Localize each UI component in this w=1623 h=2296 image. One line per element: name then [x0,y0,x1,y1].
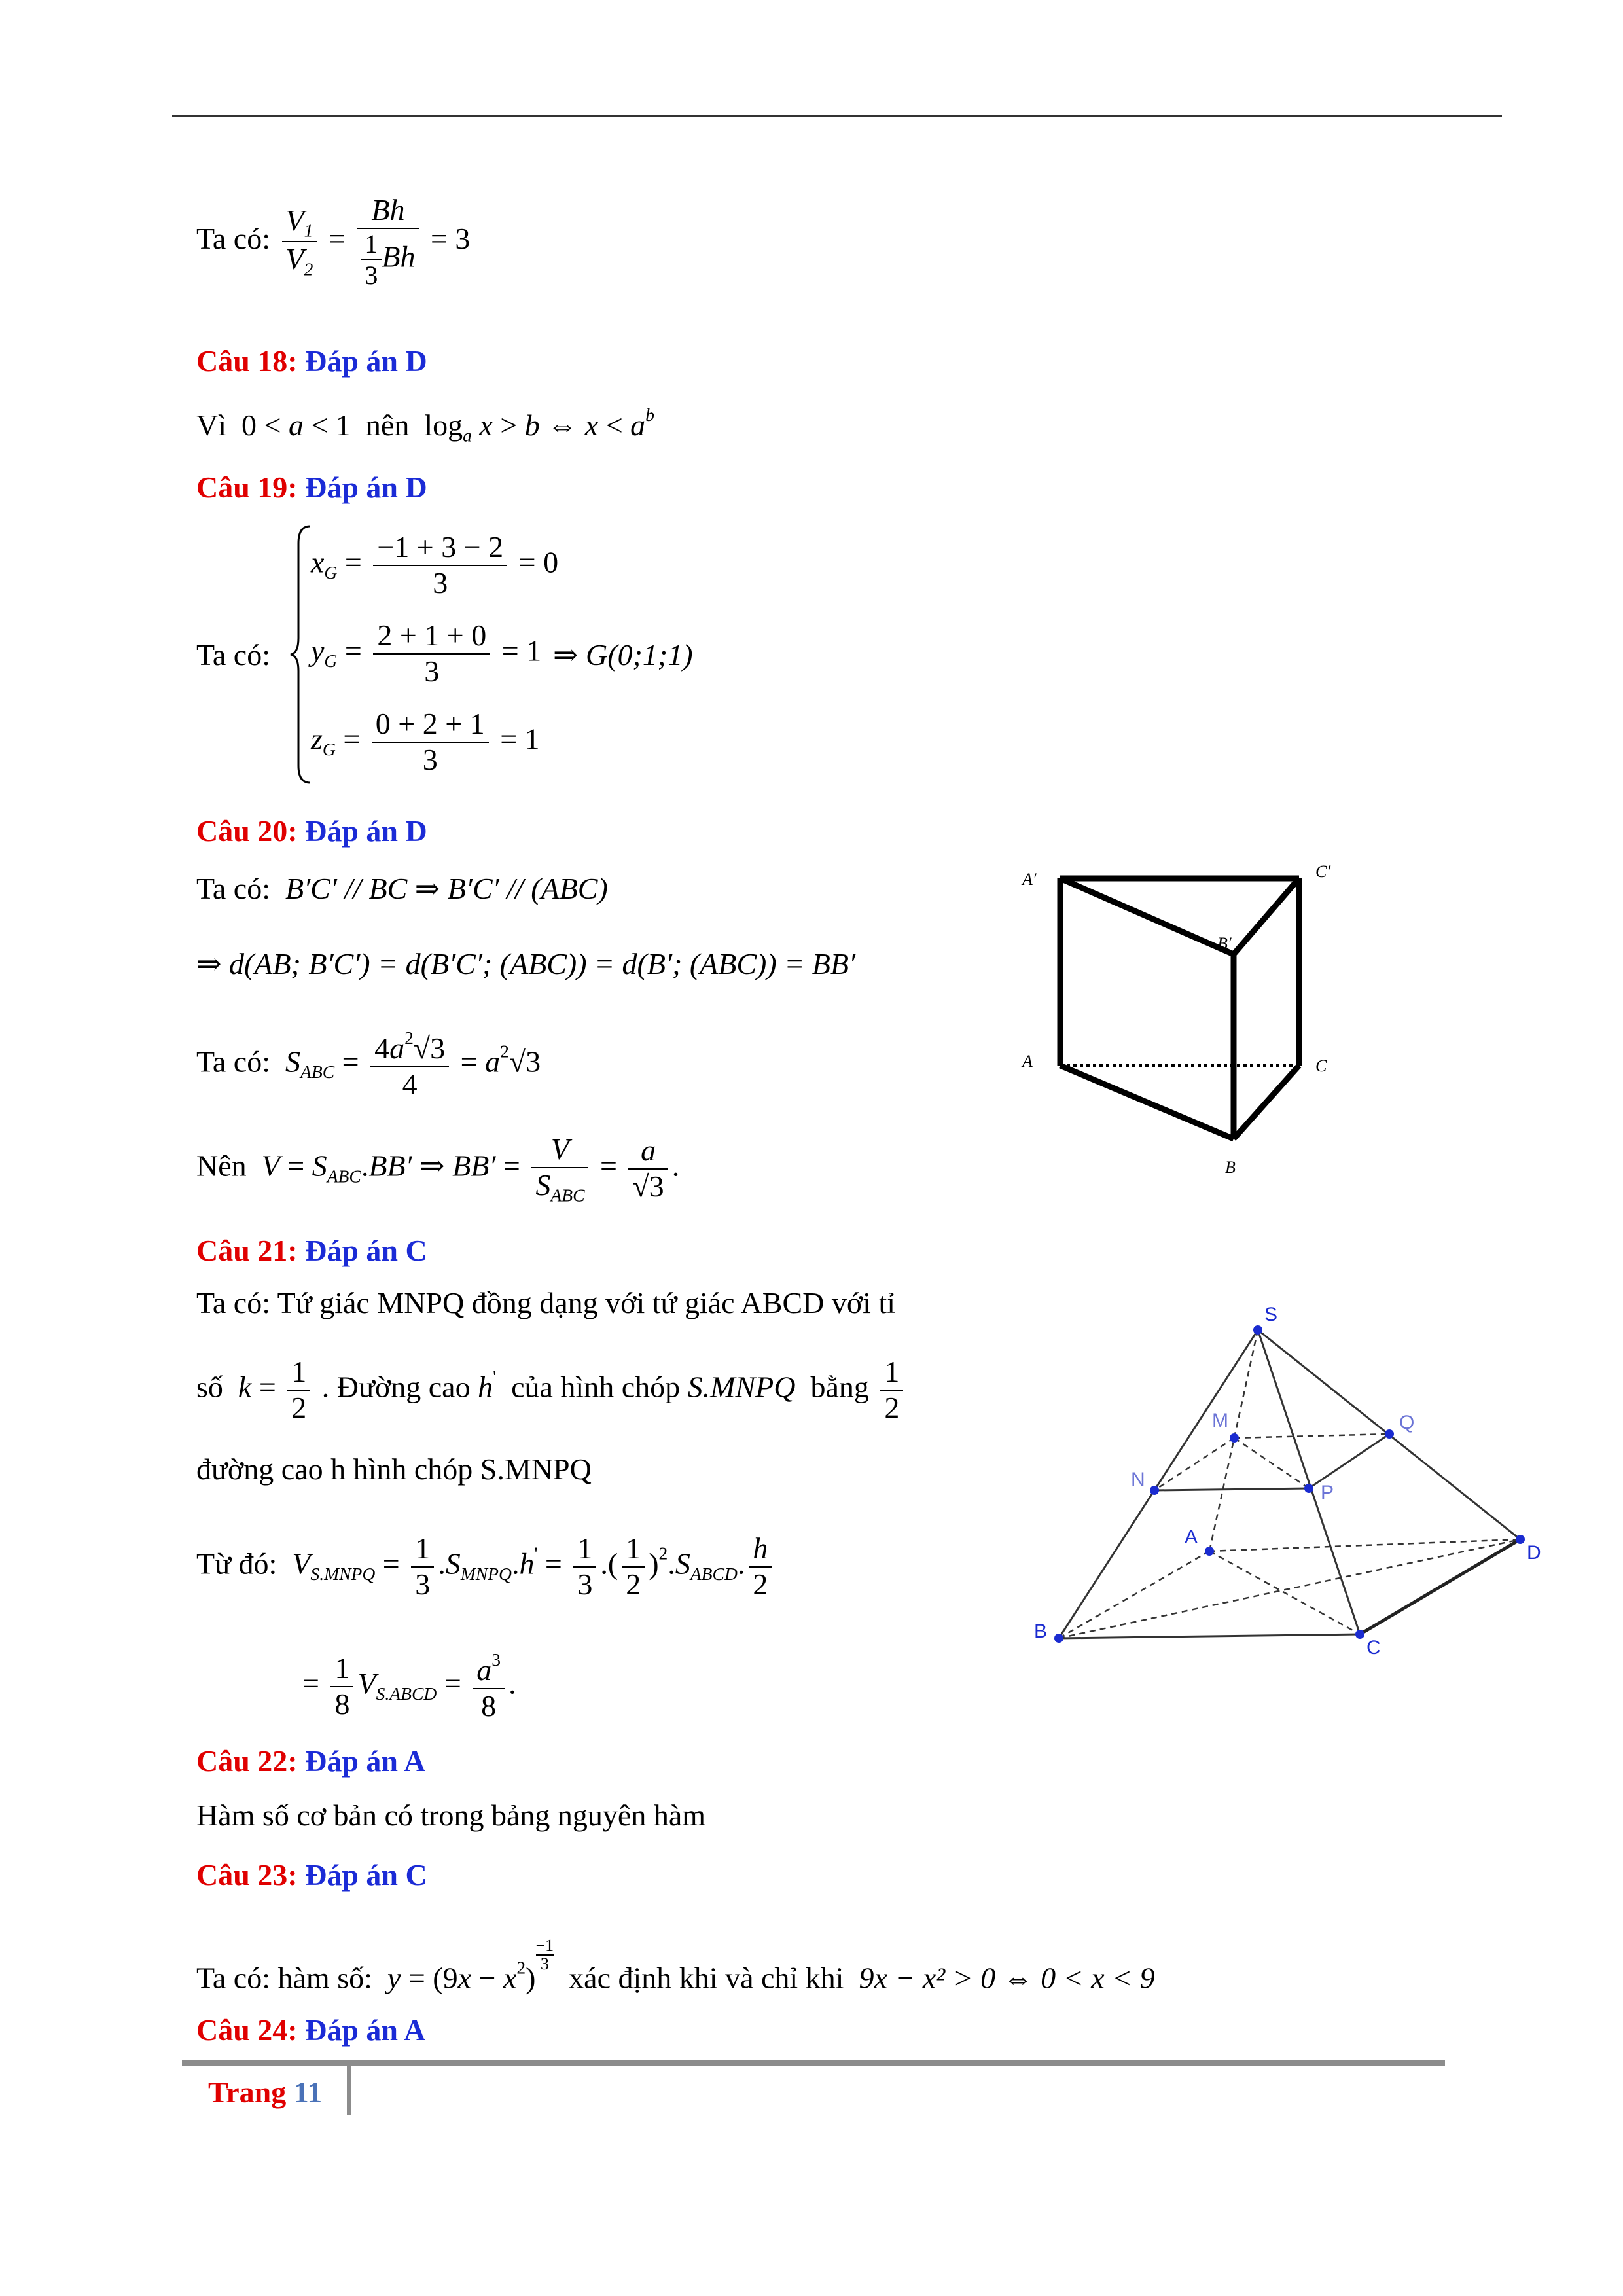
q18-answer: Đáp án D [305,344,427,378]
q23-condition: 9x − x² > 0 ⇔ 0 < x < 9 [859,1961,1155,1995]
q21-heading [196,1233,427,1268]
q19-num: Câu 19: [196,471,298,504]
pyramid-solid-edges [1059,1330,1520,1638]
q19-zg: $z_G$ = $\frac{0 + 2 + 1}{3}$ = 1 [311,707,540,776]
q18-vi: Vì [196,408,226,442]
vertex-q [1385,1429,1394,1439]
label-c-prime: C′ [1315,862,1331,881]
vertex-s [1253,1325,1262,1335]
label-a: A [1022,1052,1033,1071]
q19-brace [288,524,314,785]
q20-heading [196,814,427,848]
edge-n-p [1154,1488,1309,1490]
pyramid-figure [1021,1296,1558,1662]
q19-conclusion: ⇒ G(0;1;1) [553,638,693,672]
vertex-n [1150,1486,1159,1495]
q19-answer: Đáp án D [305,471,427,504]
label-q: Q [1399,1412,1415,1433]
footer-rule [182,2060,1445,2066]
label-s: S [1264,1304,1278,1325]
pyramid-vertices [1054,1325,1525,1643]
q19-xg: $x_G$ = $\frac{-1 + 3 - 2}{3}$ = 0 [311,530,559,600]
q21-line2: số k = $\frac{1}{2}$ . Đường cao h' của hình chóp S.MNPQ bằng $\frac{1}{2}$ [196,1355,907,1426]
prism-edges [1060,878,1299,1139]
vertex-b [1054,1634,1063,1643]
q20-line3: Ta có: $S_{ABC}$ = $\frac{4a^2√3}{4}$ = $a^2√3$ [196,1028,541,1101]
page-number: 11 [293,2075,323,2109]
top-rule [172,115,1502,117]
edge-b-prime-c-prime [1234,878,1299,954]
q19-yg-num: 2 + 1 + 0 [377,619,487,652]
q23-heading [196,1857,427,1892]
q21-answer: Đáp án C [305,1234,427,1267]
q18-line: Vì 0 < a < 1 nên $\log_a x > b$ ⇔ $x < a^b$ [196,404,654,446]
q17-formula: Ta có: $\frac{V_1}{V_2}$ = Bh $\frac{1}{3}$ Bh = 3 [196,193,471,290]
q19-zg-res: = 1 [500,722,540,756]
label-m: M [1212,1410,1228,1431]
q18-nen: nên [365,408,410,442]
label-a: A [1185,1526,1198,1548]
q23-middle: xác định khi và chỉ khi [569,1961,844,1995]
q23-line: Ta có: hàm số: $y = (9x - x^2)$ $\frac{-1}{3}$ xác định khi và chỉ khi 9x − x² > 0 ⇔ 0 < x < 9 [196,1936,1155,1995]
footer-divider [347,2063,351,2115]
vertex-d [1516,1535,1525,1544]
q19-heading [196,470,427,505]
q19-xg-num: −1 + 3 − 2 [377,530,504,564]
q20-line1-prefix: Ta có: [196,872,271,905]
edge-a-b [1060,1066,1234,1139]
edge-a-c [1209,1551,1360,1634]
q18-heading [196,344,427,378]
q23-num: Câu 23: [196,1858,298,1892]
q21-line2-a: số [196,1370,223,1404]
prism-figure [1008,851,1348,1191]
q20-line4: Nên $V = S_{ABC}.BB'$ ⇒ BB′ = $\frac{V}{S_{ABC}}$ = $\frac{a}{√3}$ . [196,1132,680,1206]
vertex-c [1355,1630,1364,1639]
label-d: D [1527,1542,1541,1564]
edge-m-p [1234,1438,1309,1488]
q22-heading [196,1744,425,1778]
q21-line1: Ta có: Tứ giác MNPQ đồng dạng với tứ giác ABCD với tỉ [196,1286,896,1319]
q19-yg-res: = 1 [501,634,542,668]
edge-b-c [1234,1066,1299,1139]
vertex-a [1205,1547,1214,1556]
q20-line2: ⇒ d(AB; B′C′) = d(B′C′; (ABC)) = d(B′; (ABC)) = BB′ [196,947,855,980]
q18-num: Câu 18: [196,344,298,378]
label-b-prime: B′ [1217,934,1232,953]
label-b: B [1225,1158,1236,1177]
q21-line2-c: của hình chóp [511,1370,681,1404]
q19-xg-res: = 0 [518,545,559,579]
q22-num: Câu 22: [196,1744,298,1778]
q20-num: Câu 20: [196,814,298,848]
q23-prefix: Ta có: hàm số: [196,1961,372,1995]
q20-line1-formula: B′C′ // BC ⇒ B′C′ // (ABC) [285,872,608,905]
q19-yg: $y_G$ = $\frac{2 + 1 + 0}{3}$ = 1 [311,619,542,688]
vertex-p [1304,1484,1313,1493]
label-b: B [1034,1621,1048,1642]
q24-heading [196,2013,425,2047]
page-word: Trang [208,2075,287,2109]
label-c: C [1366,1637,1381,1659]
q17-prefix: Ta có: [196,222,271,256]
q19-zg-den: 3 [422,742,438,776]
page-footer [208,2075,322,2109]
q21-line4: Từ đó: $V_{S.MNPQ}$ = $\frac{1}{3}$ $.S_{MNPQ}.h'$ = $\frac{1}{3}$ .( $\frac{1}{2}$ )$^2.S_{ABCD}$. $\frac{h}{2}$ [196,1532,776,1602]
q21-num: Câu 21: [196,1234,298,1267]
q20-line3-prefix: Ta có: [196,1045,271,1079]
q19-prefix: Ta có: [196,638,271,672]
q19-zg-num: 0 + 2 + 1 [375,707,485,740]
edge-a-b [1059,1551,1209,1638]
q19-yg-den: 3 [424,654,440,688]
edge-c-d [1360,1539,1520,1634]
vertex-m [1230,1433,1239,1443]
edge-s-b [1059,1330,1258,1638]
q22-line: Hàm số cơ bản có trong bảng nguyên hàm [196,1799,706,1832]
q21-line5: = $\frac{1}{8}$ $V_{S.ABCD}$ = $\frac{a^3}{8}$ . [302,1649,516,1723]
q21-line4-prefix: Từ đó: [196,1547,277,1581]
q21-line2-d: bằng [810,1370,869,1404]
q20-answer: Đáp án D [305,814,427,848]
edge-m-q [1234,1434,1389,1438]
edge-s-c [1258,1330,1360,1634]
edge-a-prime-b-prime [1060,878,1234,954]
q19-xg-den: 3 [433,565,448,600]
label-c: C [1315,1056,1327,1075]
q23-answer: Đáp án C [305,1858,427,1892]
label-a-prime: A′ [1022,870,1037,889]
edge-m-n [1154,1438,1234,1490]
q24-num: Câu 24: [196,2013,298,2047]
q17-result: = 3 [430,222,471,256]
edge-p-q [1309,1434,1389,1488]
q21-line2-b: . Đường cao [321,1370,471,1404]
q24-answer: Đáp án A [305,2013,426,2047]
q20-line1 [196,874,608,904]
q22-answer: Đáp án A [305,1744,426,1778]
q21-line3: đường cao h hình chóp S.MNPQ [196,1452,592,1486]
edge-b-c [1059,1634,1360,1638]
label-n: N [1131,1469,1145,1490]
q20-line4-prefix: Nên [196,1149,247,1183]
label-p: P [1321,1482,1334,1503]
edge-b-d [1059,1539,1520,1638]
